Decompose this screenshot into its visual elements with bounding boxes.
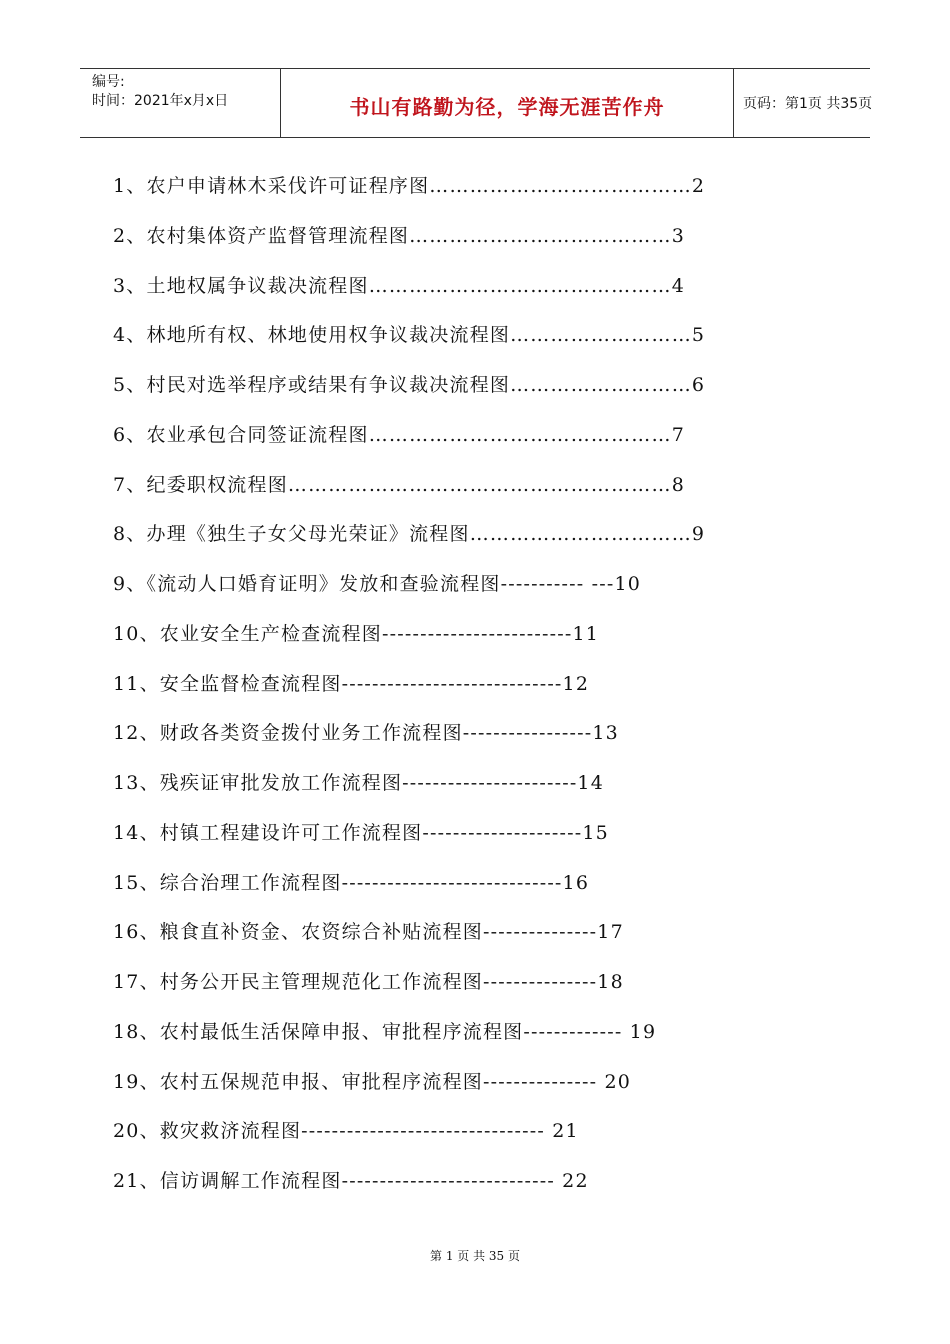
toc-entry-19[interactable]: 19、农村五保规范申报、审批程序流程图--------------- 20 bbox=[113, 1070, 632, 1093]
toc-entry-16[interactable]: 16、粮食直补资金、农资综合补贴流程图---------------17 bbox=[113, 921, 624, 944]
header-meta-cell bbox=[80, 69, 280, 137]
document-number-label: 编号: bbox=[92, 74, 125, 90]
toc-entry-20[interactable]: 20、救灾救济流程图-------------------------------- 21 bbox=[113, 1120, 579, 1143]
toc-entry-10[interactable]: 10、农业安全生产检查流程图-------------------------11 bbox=[113, 622, 600, 645]
toc-entry-18[interactable]: 18、农村最低生活保障申报、审批程序流程图------------- 19 bbox=[113, 1020, 657, 1043]
toc-entry-13[interactable]: 13、残疾证审批发放工作流程图-----------------------14 bbox=[113, 772, 605, 794]
toc-entry-12[interactable]: 12、财政各类资金拨付业务工作流程图-----------------13 bbox=[113, 722, 619, 745]
table-of-contents bbox=[113, 168, 813, 1213]
toc-entry-11[interactable]: 11、安全监督检查流程图-----------------------------12 bbox=[113, 672, 590, 695]
toc-entry-2[interactable]: 2、农村集体资产监督管理流程图…………………………………3 bbox=[113, 224, 685, 247]
page-header bbox=[80, 68, 873, 138]
toc-entry-17[interactable]: 17、村务公开民主管理规范化工作流程图---------------18 bbox=[113, 971, 624, 993]
toc-entry-15[interactable]: 15、综合治理工作流程图-----------------------------16 bbox=[113, 871, 590, 894]
toc-entry-4[interactable]: 4、林地所有权、林地使用权争议裁决流程图………………………5 bbox=[113, 324, 706, 347]
header-motto-cell bbox=[280, 69, 734, 137]
header-motto: 书山有路勤为径，学海无涯苦作舟 bbox=[349, 95, 665, 119]
toc-entry-7[interactable]: 7、纪委职权流程图…………………………………………………8 bbox=[113, 473, 685, 496]
header-page-info: 页码：第1页 共35页 bbox=[743, 96, 873, 112]
toc-entry-14[interactable]: 14、村镇工程建设许可工作流程图---------------------15 bbox=[113, 821, 609, 844]
toc-entry-21[interactable]: 21、信访调解工作流程图---------------------------- 22 bbox=[113, 1170, 589, 1192]
header-page-cell bbox=[733, 69, 873, 137]
page-footer: 第 1 页 共 35 页 bbox=[430, 1249, 520, 1263]
toc-entry-3[interactable]: 3、土地权属争议裁决流程图………………………………………4 bbox=[113, 274, 685, 297]
toc-entry-8[interactable]: 8、办理《独生子女父母光荣证》流程图……………………………9 bbox=[113, 523, 706, 546]
toc-entry-5[interactable]: 5、村民对选举程序或结果有争议裁决流程图………………………6 bbox=[113, 374, 706, 396]
toc-entry-6[interactable]: 6、农业承包合同签证流程图………………………………………7 bbox=[113, 423, 685, 446]
document-date: 时间：2021年x月x日 bbox=[92, 93, 229, 109]
toc-entry-1[interactable]: 1、农户申请林木采伐许可证程序图…………………………………2 bbox=[113, 175, 706, 197]
toc-entry-9[interactable]: 9、《流动人口婚育证明》发放和查验流程图----------- ---10 bbox=[113, 573, 642, 595]
